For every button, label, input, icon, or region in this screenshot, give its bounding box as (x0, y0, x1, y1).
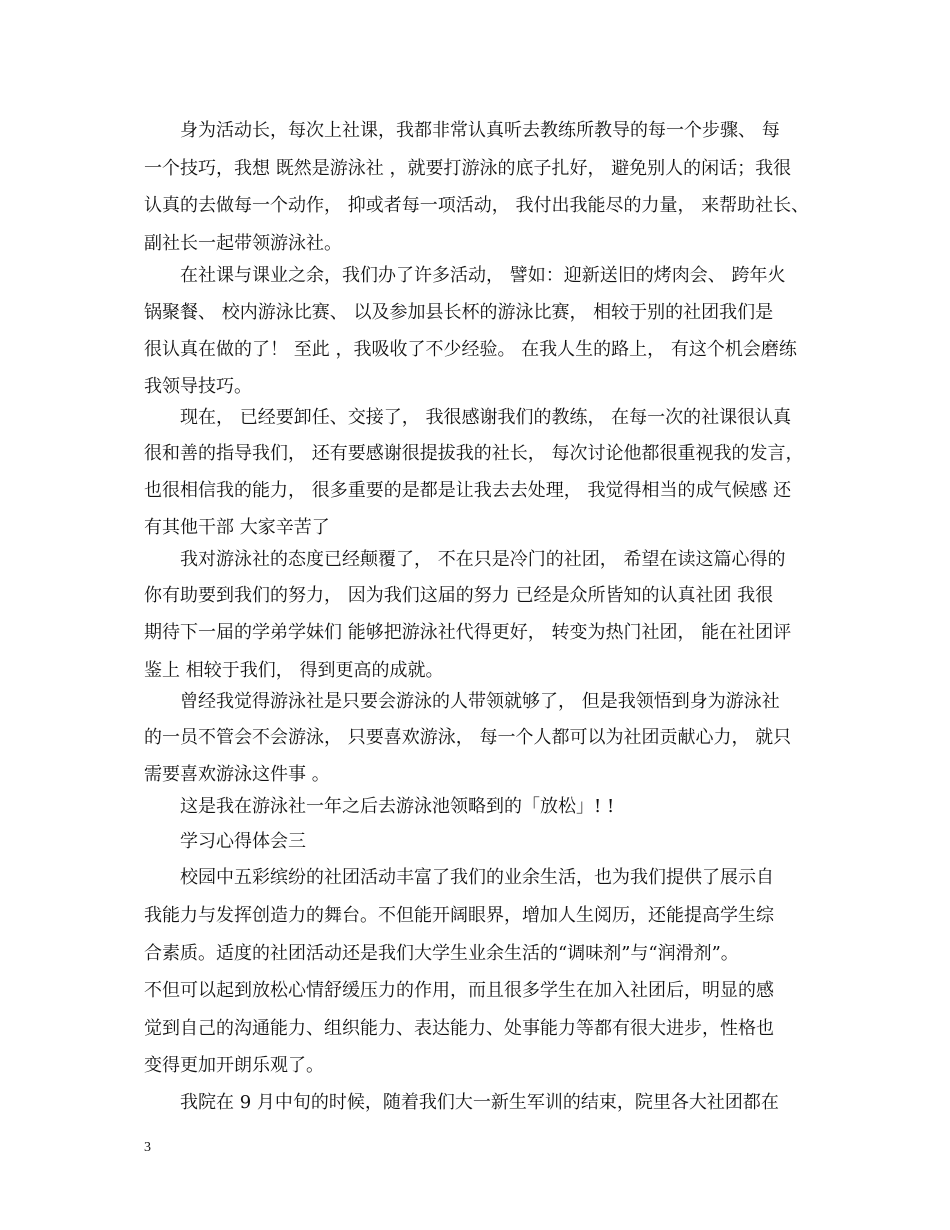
text-line-4: 副社长一起带领游泳社。 (144, 233, 342, 254)
text-line-14: 你有助要到我们的努力， 因为我们这届的努力 已经是众所皆知的认真社团 我很 (144, 585, 774, 606)
section-heading: 学习心得体会三 (180, 831, 306, 852)
text-line-27: 变得更加开朗乐观了。 (144, 1055, 324, 1076)
text-line-26: 觉到自己的沟通能力、组织能力、表达能力、处事能力等都有很大进步，性格也 (144, 1018, 774, 1039)
text-line-1: 身为活动长，每次上社课，我都非常认真听去教练所教导的每一个步骤、 每 (180, 120, 780, 141)
text-line-23: 我能力与发挥创造力的舞台。不但能开阔眼界，增加人生阅历，还能提高学生综 (144, 905, 774, 926)
text-line-25: 不但可以起到放松心情舒缓压力的作用，而且很多学生在加入社团后，明显的感 (144, 980, 774, 1001)
text-line-5: 在社课与课业之余，我们办了许多活动， 譬如：迎新送旧的烤肉会、 跨年火 (180, 265, 786, 286)
text-line-18: 的一员不管会不会游泳， 只要喜欢游泳， 每一个人都可以为社团贡献心力， 就只 (144, 727, 792, 748)
text-line-9: 现在， 已经要卸任、交接了， 我很感谢我们的教练， 在每一次的社课很认真 (180, 407, 792, 428)
text-line-20: 这是我在游泳社一年之后去游泳池领略到的「放松」! ! (180, 796, 615, 817)
text-line-11: 也很相信我的能力， 很多重要的是都是让我去去处理， 我觉得相当的成气候感 还 (144, 480, 792, 501)
text-line-22: 校园中五彩缤纷的社团活动丰富了我们的业余生活，也为我们提供了展示自 (180, 867, 774, 888)
text-line-8: 我领导技巧。 (144, 376, 252, 397)
text-line-12: 有其他干部 大家辛苦了 (144, 517, 330, 538)
text-line-10: 很和善的指导我们， 还有要感谢很提拔我的社长， 每次讨论他都很重视我的发言， (144, 443, 804, 464)
page-number: 3 (144, 1140, 151, 1155)
text-line-28: 我院在 9 月中旬的时候，随着我们大一新生军训的结束，院里各大社团都在 (180, 1092, 779, 1113)
text-line-24: 合素质。适度的社团活动还是我们大学生业余生活的“调味剂”与“润滑剂”。 (144, 943, 739, 964)
text-line-2: 一个技巧，我想 既然是游泳社 ，就要打游泳的底子扎好， 避免别人的闲话；我很 (144, 158, 792, 179)
text-line-3: 认真的去做每一个动作， 抑或者每一项活动， 我付出我能尽的力量， 来帮助社长、 (144, 195, 810, 216)
text-line-7: 很认真在做的了！ 至此 ，我吸收了不少经验。 在我人生的路上， 有这个机会磨练 (144, 339, 797, 360)
text-line-15: 期待下一届的学弟学妹们 能够把游泳社代得更好， 转变为热门社团， 能在社团评 (144, 622, 792, 643)
text-line-17: 曾经我觉得游泳社是只要会游泳的人带领就够了， 但是我领悟到身为游泳社 (180, 691, 780, 712)
text-line-6: 锅聚餐、 校内游泳比赛、 以及参加县长杯的游泳比赛， 相较于别的社团我们是 (144, 302, 774, 323)
text-line-19: 需要喜欢游泳这件事 。 (144, 764, 330, 785)
text-line-16: 鉴上 相较于我们， 得到更高的成就。 (144, 660, 444, 681)
text-line-13: 我对游泳社的态度已经颠覆了， 不在只是冷门的社团， 希望在读这篇心得的 (180, 549, 786, 570)
